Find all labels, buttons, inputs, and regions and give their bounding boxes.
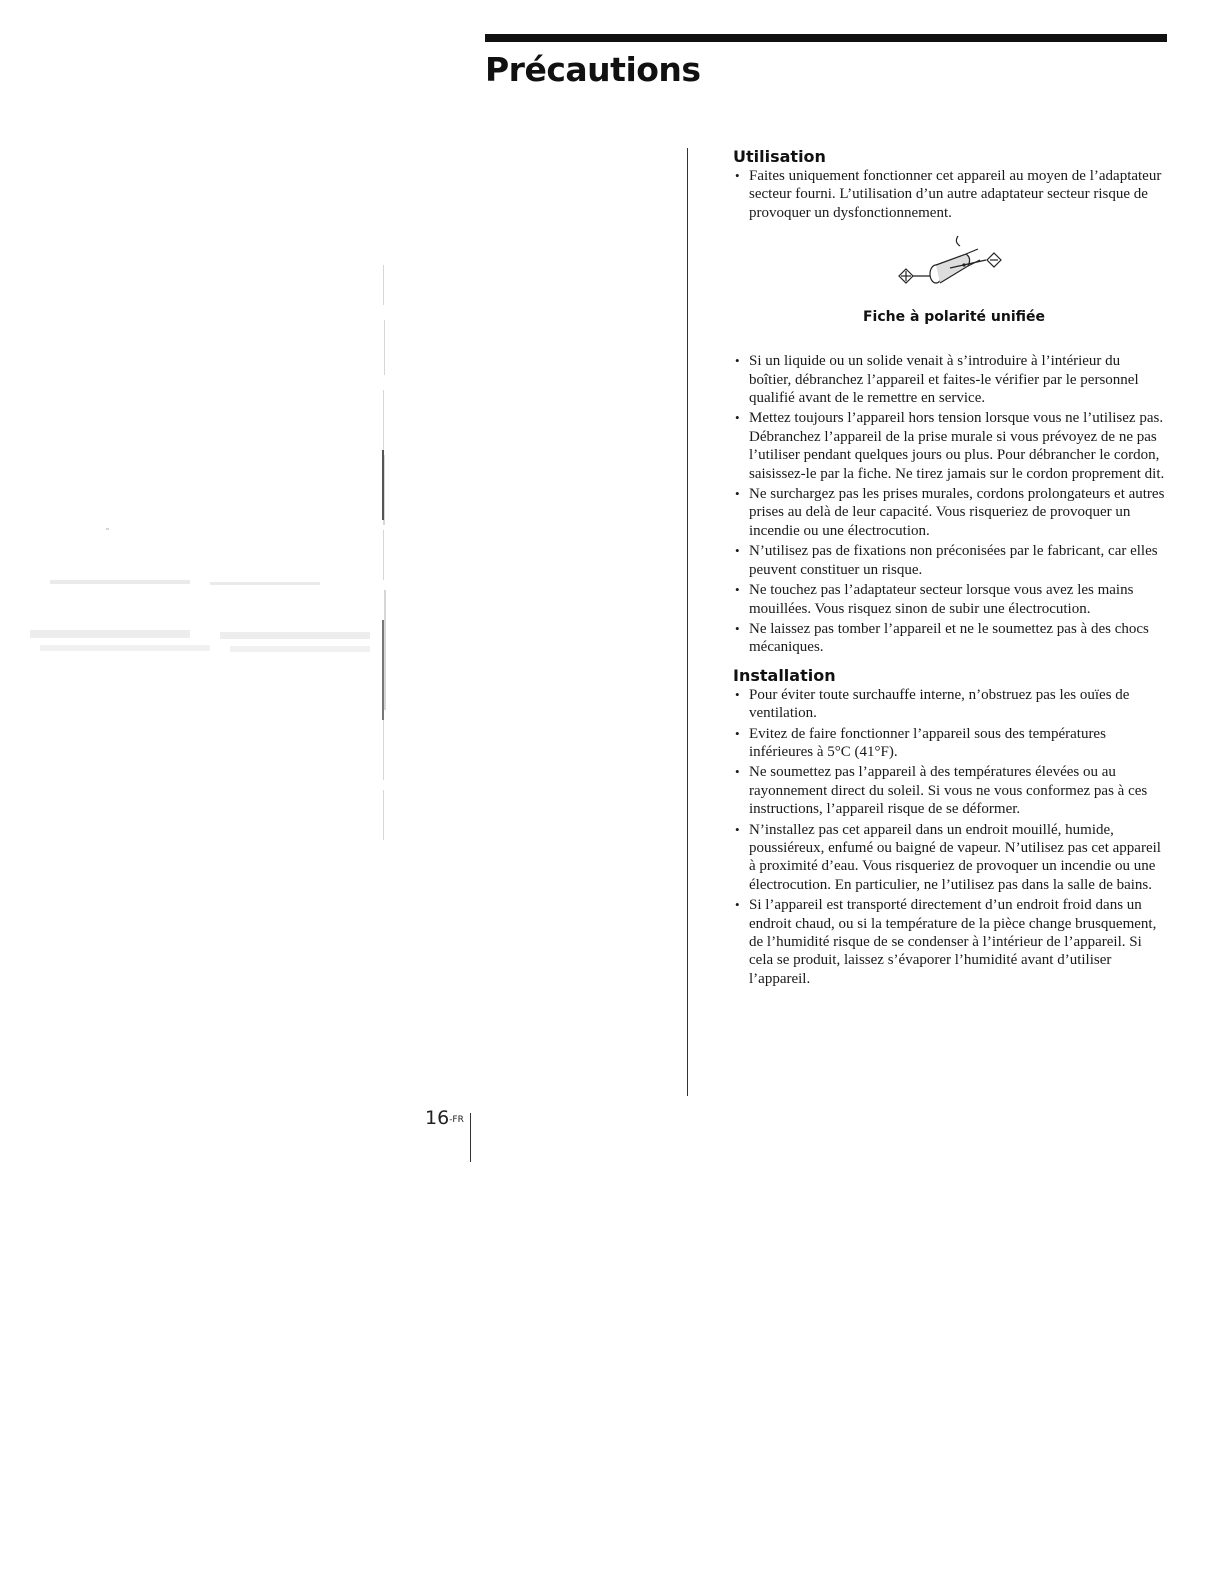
list-item: • Pour éviter toute surchauffe interne, n’obstruez pas les ouïes de ventilation. — [733, 686, 1165, 723]
plus-polarity-icon — [899, 269, 913, 283]
main-content — [733, 146, 1165, 990]
list-item — [733, 542, 1165, 579]
page-number-rule — [470, 1113, 471, 1162]
column-divider — [687, 148, 688, 1096]
list-item — [733, 581, 1165, 618]
list-item: • Si l’appareil est transporté directement d’un endroit froid dans un endroit chaud, ou si la température de la pièce change brusquement, de l’humidité risque de se condenser à l’intérieur de l’appareil. Si cela se produit, laissez s’évaporer l’humidité avant d’utiliser l’appareil. — [733, 896, 1165, 988]
page-number-value: 16 — [425, 1107, 450, 1129]
top-rule — [485, 34, 1167, 42]
list-item: • Ne soumettez pas l’appareil à des températures élevées ou au rayonnement direct du soleil. Si vous ne vous conformez pas à ces instructions, l’appareil risque de se déformer. — [733, 763, 1165, 818]
polarity-figure — [733, 234, 1165, 326]
figure-caption: Fiche à polarité unifiée — [862, 309, 1046, 326]
section-heading-installation: Installation — [733, 665, 836, 685]
installation-list — [733, 686, 1165, 989]
list-item-text: N’utilisez pas de fixations non préconisées par le fabricant, car elles peuvent constituer un risque. — [749, 543, 1158, 578]
page-title: Précautions — [485, 50, 701, 89]
list-item — [733, 485, 1165, 540]
list-item-text: Ne touchez pas l’adaptateur secteur lorsque vous avez les mains mouillées. Vous risquez sinon de subir une électrocution. — [749, 582, 1134, 617]
list-item: • N’installez pas cet appareil dans un endroit mouillé, humide, poussiéreux, enfumé ou baigné de vapeur. N’utilisez pas cet appareil à proximité d’eau. Vous risqueriez de provoquer un incendie ou une électrocution. En particulier, ne l’utilisez pas dans la salle de bains. — [733, 821, 1165, 895]
list-item-continuation: Débranchez l’appareil de la prise murale si vous prévoyez de ne pas l’utiliser pendant quelques jours ou plus. Pour débrancher le cordon, saisissez-le par la fiche. Ne tirez jamais sur le cordon proprement dit. — [749, 428, 1165, 482]
dc-plug-polarity-diagram-icon — [884, 234, 1014, 294]
page-number — [425, 1106, 464, 1130]
section-heading-utilisation: Utilisation — [733, 147, 826, 166]
utilisation-list — [733, 167, 1165, 222]
list-item: • Faites uniquement fonctionner cet appareil au moyen de l’adaptateur secteur fourni. L’utilisation d’un autre adaptateur secteur risque de provoquer un dysfonctionnement. — [733, 167, 1165, 222]
list-item-text: Ne laissez pas tomber l’appareil et ne le soumettez pas à des chocs mécaniques. — [749, 620, 1149, 656]
list-item-text: Mettez toujours l’appareil hors tension lorsque vous ne l’utilisez pas. — [749, 410, 1164, 427]
list-item — [733, 620, 1165, 657]
list-item — [733, 409, 1165, 483]
page-number-suffix: -FR — [449, 1115, 464, 1125]
list-item: • Evitez de faire fonctionner l’appareil sous des températures inférieures à 5°C (41°F). — [733, 725, 1165, 762]
list-item-text: Ne surchargez pas les prises murales, cordons prolongateurs et autres prises au delà de leur capacité. Vous risqueriez de provoquer un incendie ou une électrocution. — [749, 486, 1165, 539]
list-item — [733, 352, 1165, 407]
list-item-text: Si un liquide ou un solide venait à s’introduire à l’intérieur du boîtier, débranchez l’appareil et faites-le vérifier par le personnel qualifié avant de le remettre en service. — [749, 353, 1139, 407]
utilisation-list-continued — [733, 352, 1165, 657]
minus-polarity-icon — [987, 253, 1001, 267]
scan-noise — [20, 260, 400, 860]
